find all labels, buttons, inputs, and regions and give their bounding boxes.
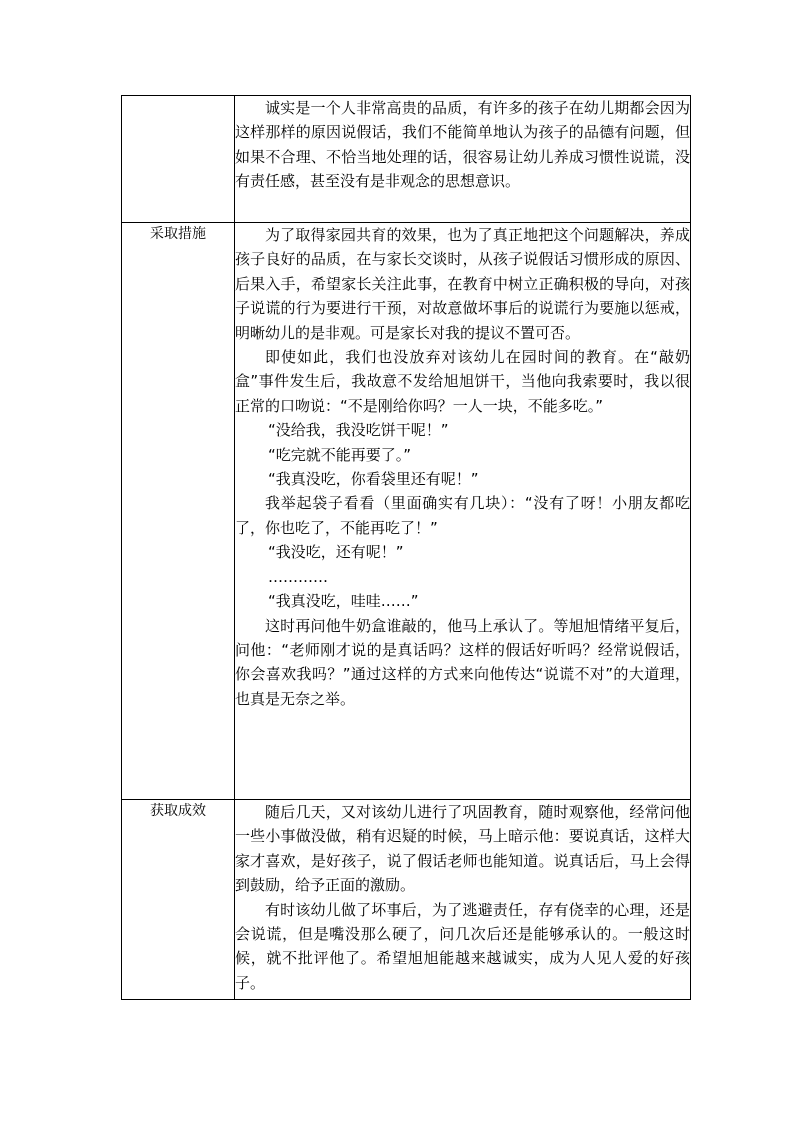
row-content-cell <box>235 223 691 800</box>
row-content-cell <box>235 96 691 223</box>
paragraph: 诚实是一个人非常高贵的品质，有许多的孩子在幼儿期都会因为这样那样的原因说假话，我们不能简单地认为孩子的品德有问题，但如果不合理、不恰当地处理的话，很容易让幼儿养成习惯性说谎，没有责任感，甚至没有是非观念的思想意识。 <box>235 99 690 191</box>
table-row-measures <box>122 223 691 800</box>
ellipsis-line: ………… <box>268 567 328 586</box>
row-label-cell <box>122 96 235 223</box>
paragraph: 我举起袋子看看（里面确实有几块）：“没有了呀！小朋友都吃了，你也吃了，不能再吃了！” <box>235 494 690 537</box>
row-content-cell <box>235 800 691 1000</box>
dialogue-line: “没给我，我没吃饼干呢！” <box>268 421 449 440</box>
case-table <box>121 95 691 1000</box>
table-row-background <box>122 96 691 223</box>
paragraph: 随后几天，又对该幼儿进行了巩固教育，随时观察他，经常问他一些小事做没做，稍有迟疑的时候，马上暗示他：要说真话，这样大家才喜欢，是好孩子，说了假话老师也能知道。说真话后，马上会得到鼓励，给予正面的激励。 <box>235 803 690 895</box>
table-row-results <box>122 800 691 1000</box>
row-label-measures: 采取措施 <box>122 223 235 800</box>
dialogue-line: “我真没吃，你看袋里还有呢！” <box>268 470 479 489</box>
paragraph: 这时再问他牛奶盒谁敲的，他马上承认了。等旭旭情绪平复后，问他：“老师刚才说的是真话吗？这样的假话好听吗？经常说假话，你会喜欢我吗？”通过这样的方式来向他传达“说谎不对”的大道理，也真是无奈之举。 <box>235 616 690 708</box>
dialogue-line: “吃完就不能再要了。” <box>268 445 412 464</box>
paragraph: 为了取得家园共育的效果，也为了真正地把这个问题解决，养成孩子良好的品质，在与家长交谈时，从孩子说假话习惯形成的原因、后果入手，希望家长关注此事，在教育中树立正确积极的导向，对孩子说谎的行为要进行干预，对故意做坏事后的说谎行为要施以惩戒，明晰幼儿的是非观。可是家长对我的提议不置可否。 <box>235 226 690 342</box>
row-label-results: 获取成效 <box>122 800 235 1000</box>
dialogue-line: “我没吃，还有呢！” <box>268 543 404 562</box>
dialogue-line: “我真没吃，哇哇……” <box>268 592 419 611</box>
paragraph: 有时该幼儿做了坏事后，为了逃避责任，存有侥幸的心理，还是会说谎，但是嘴没那么硬了，问几次后还是能够承认的。一般这时候，就不批评他了。希望旭旭能越来越诚实，成为人见人爱的好孩子。 <box>235 900 690 992</box>
paragraph: 即使如此，我们也没放弃对该幼儿在园时间的教育。在“敲奶盒”事件发生后，我故意不发给旭旭饼干，当他向我索要时，我以很正常的口吻说：“不是刚给你吗？一人一块，不能多吃。” <box>235 348 690 415</box>
